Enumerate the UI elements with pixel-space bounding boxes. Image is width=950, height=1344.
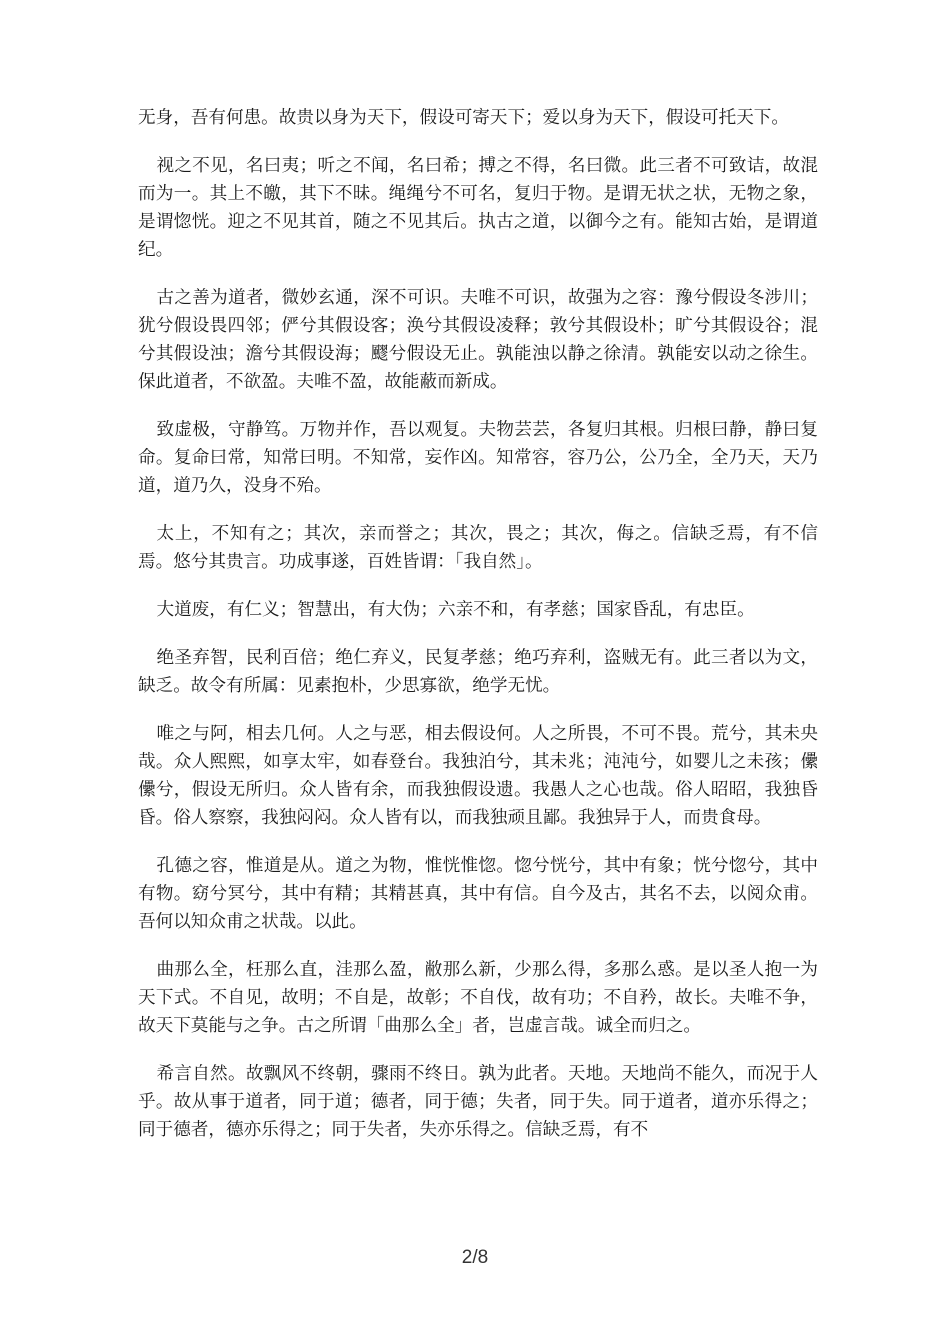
paragraph-3: 古之善为道者，微妙玄通，深不可识。夫唯不可识，故强为之容：豫兮假设冬涉川；犹兮假设畏四邻；俨兮其假设客；涣兮其假设凌释；敦兮其假设朴；旷兮其假设谷；混兮其假设浊；澹兮其假设海；飂兮假设无止。孰能浊以静之徐清。孰能安以动之徐生。保此道者，不欲盈。夫唯不盈，故能蔽而新成。 (138, 288, 818, 392)
paragraph-6: 大道废，有仁义；智慧出，有大伪；六亲不和，有孝慈；国家昏乱，有忠臣。 (156, 600, 755, 620)
paragraph-2: 视之不见，名曰夷；听之不闻，名曰希；搏之不得，名曰微。此三者不可致诘，故混而为一。其上不皦，其下不昧。绳绳兮不可名，复归于物。是谓无状之状，无物之象，是谓惚恍。迎之不见其首，随之不见其后。执古之道，以御今之有。能知古始，是谓道纪。 (138, 156, 818, 260)
paragraph-9: 孔德之容，惟道是从。道之为物，惟恍惟惚。惚兮恍兮，其中有象；恍兮惚兮，其中有物。窈兮冥兮，其中有精；其精甚真，其中有信。自今及古，其名不去，以阅众甫。吾何以知众甫之状哉。以此。 (138, 856, 818, 932)
paragraph-10: 曲那么全，枉那么直，洼那么盈，敝那么新，少那么得，多那么惑。是以圣人抱一为天下式。不自见，故明；不自是，故彰；不自伐，故有功；不自矜，故长。夫唯不争，故天下莫能与之争。古之所谓「曲那么全」者，岂虚言哉。诚全而归之。 (138, 960, 818, 1036)
document-body (138, 104, 818, 1164)
page-number: 2/8 (461, 1247, 489, 1268)
paragraph-5: 太上，不知有之；其次，亲而誉之；其次，畏之；其次，侮之。信缺乏焉，有不信焉。悠兮其贵言。功成事遂，百姓皆谓：「我自然」。 (138, 524, 818, 572)
paragraph-11: 希言自然。故飘风不终朝，骤雨不终日。孰为此者。天地。天地尚不能久，而况于人乎。故从事于道者，同于道；德者，同于德；失者，同于失。同于道者，道亦乐得之；同于德者，德亦乐得之；同于失者，失亦乐得之。信缺乏焉，有不 (138, 1064, 818, 1140)
paragraph-7: 绝圣弃智，民利百倍；绝仁弃义，民复孝慈；绝巧弃利，盗贼无有。此三者以为文，缺乏。故令有所属：见素抱朴，少思寡欲，绝学无忧。 (138, 648, 818, 696)
paragraph-8: 唯之与阿，相去几何。人之与恶，相去假设何。人之所畏，不可不畏。荒兮，其未央哉。众人熙熙，如享太牢，如春登台。我独泊兮，其未兆；沌沌兮，如婴儿之未孩；儽儽兮，假设无所归。众人皆有余，而我独假设遗。我愚人之心也哉。俗人昭昭，我独昏昏。俗人察察，我独闷闷。众人皆有以，而我独顽且鄙。我独异于人，而贵食母。 (138, 724, 818, 828)
paragraph-4: 致虚极，守静笃。万物并作，吾以观复。夫物芸芸，各复归其根。归根曰静，静曰复命。复命曰常，知常曰明。不知常，妄作凶。知常容，容乃公，公乃全，全乃天，天乃道，道乃久，没身不殆。 (138, 420, 818, 496)
paragraph-1: 无身，吾有何患。故贵以身为天下，假设可寄天下；爱以身为天下，假设可托天下。 (138, 108, 789, 128)
